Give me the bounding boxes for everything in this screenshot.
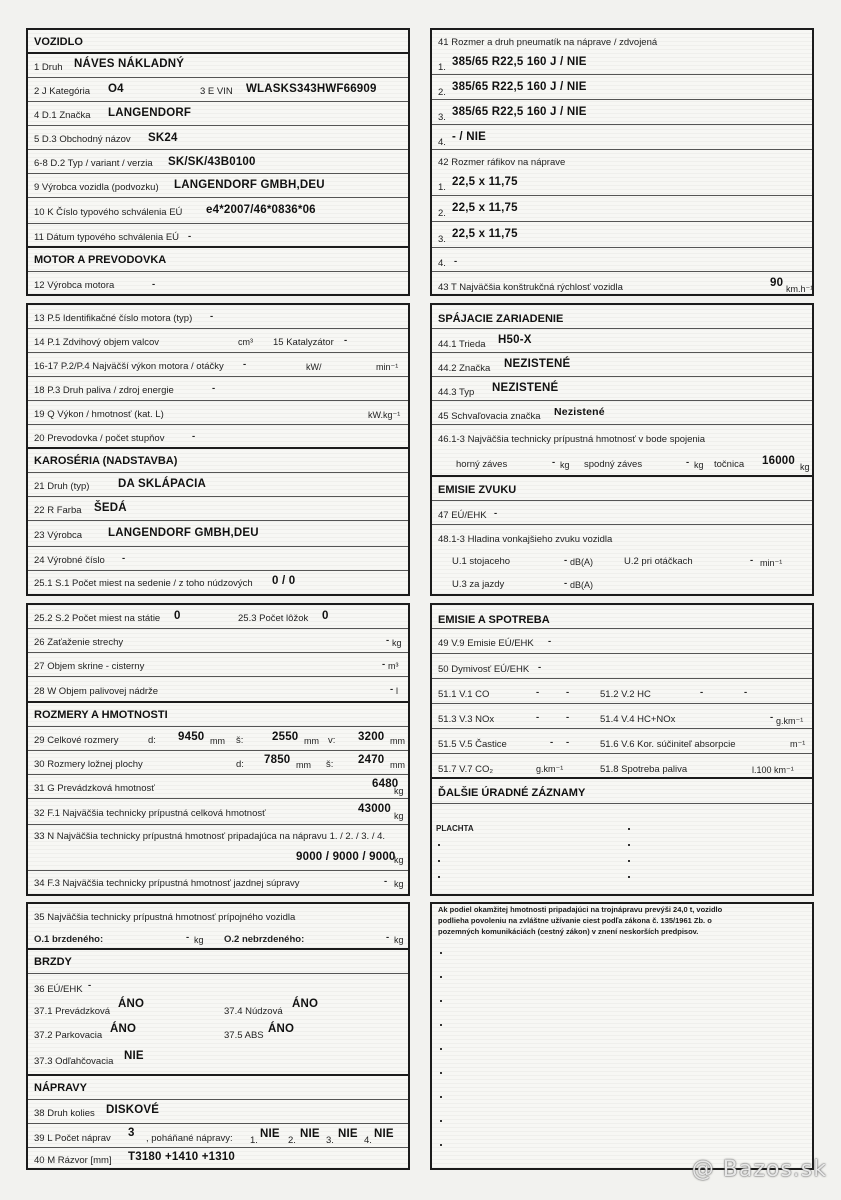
row-objem-valcov: 14 P.1 Zdvihový objem valcov cm³ 15 Katalyzátor - <box>28 329 408 353</box>
zaznamy-content <box>432 803 812 895</box>
row-vyrobne-cislo: 24 Výrobné číslo - <box>28 547 408 571</box>
row-datum-schvalenia: 11 Dátum typového schválenia EÚ - <box>28 224 408 248</box>
panel-brzdy <box>26 902 410 1170</box>
row-druh-kolies: 38 Druh kolies DISKOVÉ <box>28 1100 408 1124</box>
section-header-motor: MOTOR A PREVODOVKA <box>28 248 408 272</box>
row-dymivost: 50 Dymivosť EÚ/EHK - <box>432 654 812 679</box>
row-co-hc: 51.1 V.1 CO - - 51.2 V.2 HC - - <box>432 679 812 704</box>
row-zavesy: horný záves - kg spodný záves - kg točnica 16000 kg <box>432 445 812 477</box>
row-rafiky-header: 42 Rozmer ráfikov na náprave <box>438 157 566 168</box>
row-typ-spaj: 44.3 Typ NEZISTENÉ <box>432 377 812 401</box>
section-header-rozmery: ROZMERY A HMOTNOSTI <box>28 703 408 727</box>
row-rafik-2: 2. 22,5 x 11,75 <box>432 196 812 222</box>
row-celkove-rozmery: 29 Celkové rozmery d: 9450 mm š: 2550 mm v: 3200 mm <box>28 727 408 751</box>
row-castice: 51.5 V.5 Častice - - 51.6 V.6 Kor. súčiniteľ absorpcie m⁻¹ <box>432 729 812 754</box>
row-vykon: 16-17 P.2/P.4 Najväčší výkon motora / otáčky - kW/ min⁻¹ <box>28 353 408 377</box>
row-brzdene: O.1 brzdeného: - kg O.2 nebrzdeného: - kg <box>28 926 408 950</box>
row-vyrobca: 9 Výrobca vozidla (podvozku) LANGENDORF GMBH,DEU <box>28 174 408 198</box>
row-obchodny-nazov: 5 D.3 Obchodný názov SK24 <box>28 126 408 150</box>
panel-poznamka <box>430 902 814 1170</box>
row-eu-ehk-brzdy: 36 EÚ/EHK - <box>34 980 92 995</box>
row-rafik-3: 3. 22,5 x 11,75 <box>432 222 812 248</box>
bazos-watermark: @ Bazos.sk <box>691 1157 827 1182</box>
panel-emisie-spotreba <box>430 603 814 896</box>
section-header-brzdy: BRZDY <box>28 950 408 974</box>
section-header-emisie: EMISIE A SPOTREBA <box>432 605 812 629</box>
row-druh-karoserie: 21 Druh (typ) DA SKLÁPACIA <box>28 473 408 497</box>
row-pneu-3: 3. 385/65 R22,5 160 J / NIE <box>432 100 812 125</box>
value-druh: NÁVES NÁKLADNÝ <box>74 58 185 70</box>
row-pneu-1: 1. 385/65 R22,5 160 J / NIE <box>432 50 812 75</box>
row-rafik-4: 4. - <box>432 248 812 272</box>
section-header-spajacie: SPÁJACIE ZARIADENIE <box>432 305 812 329</box>
row-hmotnost-pripojneho: 35 Najväčšia technicky prípustná hmotnosť prípojného vozidla <box>34 912 296 923</box>
row-typove-schvalenie: 10 K Číslo typového schválenia EÚ e4*2007/46*0836*06 <box>28 198 408 224</box>
panel-pneumatiky <box>430 28 814 296</box>
row-id-motora: 13 P.5 Identifikačné číslo motora (typ) - <box>28 305 408 329</box>
row-prevadzkova-hmotnost: 31 G Prevádzková hmotnosť 6480 kg <box>28 775 408 799</box>
row-co2-spotreba: 51.7 V.7 CO₂ g.km⁻¹ 51.8 Spotreba paliva l.100 km⁻¹ <box>432 754 812 779</box>
row-pocet-miest-sedenie: 25.1 S.1 Počet miest na sedenie / z toho núdzových 0 / 0 <box>34 575 296 589</box>
row-druh: 1 Druh NÁVES NÁKLADNÝ <box>28 54 408 78</box>
row-za-jazdy: U.3 za jazdy - dB(A) <box>452 578 594 590</box>
row-znacka: 4 D.1 Značka LANGENDORF <box>28 102 408 126</box>
zaznam-plachta: PLACHTA <box>436 824 474 833</box>
row-eu-ehk-zvuk: 47 EÚ/EHK - <box>432 501 812 525</box>
row-pocet-naprav: 39 L Počet náprav 3 , poháňané nápravy: 1. NIE 2. NIE 3. NIE 4. NIE <box>28 1124 408 1148</box>
row-hladina-zvuku: 48.1-3 Hladina vonkajšieho zvuku vozidla <box>438 534 613 545</box>
row-vykon-hmotnost: 19 Q Výkon / hmotnosť (kat. L) kW.kg⁻¹ <box>28 401 408 425</box>
panel-motor-karoseria <box>26 303 410 596</box>
row-objem-nadrze: 28 W Objem palivovej nádrže - l <box>28 677 408 703</box>
row-rafik-1: 1. 22,5 x 11,75 <box>432 170 812 196</box>
row-brzda-prevadzkova: 37.1 Prevádzková ÁNO 37.4 Núdzová ÁNO <box>34 998 319 1017</box>
value-kategoria: O4 <box>108 83 124 95</box>
row-stojaceho: U.1 stojaceho - dB(A) U.2 pri otáčkach - min⁻¹ <box>452 555 783 568</box>
section-header-zvuk: EMISIE ZVUKU <box>432 477 812 501</box>
row-razvor: 40 M Rázvor [mm] T3180 +1410 +1310 <box>34 1151 235 1166</box>
row-zatazenie-strechy: 26 Zaťaženie strechy - kg <box>28 629 408 653</box>
row-palivo: 18 P.3 Druh paliva / zdroj energie - <box>28 377 408 401</box>
row-typ: 6-8 D.2 Typ / variant / verzia SK/SK/43B0100 <box>28 150 408 174</box>
poznamka-text: Ak podiel okamžitej hmotnosti pripadajúci na trojnápravu prevýši 24,0 t, vozidlo podlieha povoleniu na zvláštne užívanie ciest podľa zákona č. 135/1961 Zb. o pozemných komunikáciách (cestný zákon) v znení neskorších predpisov. <box>438 905 723 936</box>
row-hmotnost-naprava: 33 N Najväčšia technicky prípustná hmotnosť pripadajúca na nápravu 1. / 2. / 3. / 4. 9000 / 9000 / 9000 kg <box>28 825 408 871</box>
section-header-karoseria: KAROSÉRIA (NADSTAVBA) <box>28 449 408 473</box>
row-lozna-plocha: 30 Rozmery ložnej plochy d: 7850 mm š: 2470 mm <box>28 751 408 775</box>
panel-rozmery <box>26 603 410 896</box>
row-celkova-hmotnost: 32 F.1 Najväčšia technicky prípustná celková hmotnosť 43000 kg <box>28 799 408 825</box>
row-max-rychlost: 43 T Najväčšia konštrukčná rýchlosť vozidla 90 km.h⁻¹ <box>438 277 814 294</box>
row-pneu-4: 4. - / NIE <box>432 125 812 150</box>
row-brzda-parkovacia: 37.2 Parkovacia ÁNO 37.5 ABS ÁNO <box>34 1023 295 1041</box>
section-header-napravy: NÁPRAVY <box>28 1076 408 1100</box>
section-header-vozidlo <box>28 30 408 54</box>
section-title: VOZIDLO <box>34 36 83 48</box>
value-vin: WLASKS343HWF66909 <box>246 83 377 95</box>
row-nox-hcnox: 51.3 V.3 NOx - - 51.4 V.4 HC+NOx - g.km⁻¹ <box>432 704 812 729</box>
row-pneu-2: 2. 385/65 R22,5 160 J / NIE <box>432 75 812 100</box>
row-hmotnost-supravy: 34 F.3 Najväčšia technicky prípustná hmotnosť jazdnej súpravy - kg <box>34 876 404 889</box>
row-trieda: 44.1 Trieda H50-X <box>432 329 812 353</box>
row-farba: 22 R Farba ŠEDÁ <box>28 497 408 521</box>
row-znacka-spaj: 44.2 Značka NEZISTENÉ <box>432 353 812 377</box>
row-kategoria: 2 J Kategória O4 3 E VIN WLASKS343HWF66909 <box>28 78 408 102</box>
row-brzda-odlahcovacia: 37.3 Odľahčovacia NIE <box>28 1044 408 1076</box>
value-znacka: LANGENDORF <box>108 107 192 119</box>
row-hmotnost-bod-spojenia: 46.1-3 Najväčšia technicky prípustná hmotnosť v bode spojenia <box>438 434 706 445</box>
section-header-zaznamy: ĎALŠIE ÚRADNÉ ZÁZNAMY <box>438 787 586 799</box>
panel-spajacie <box>430 303 814 596</box>
row-vyrobca-motora: 12 Výrobca motora - <box>34 279 156 291</box>
row-vyrobca-karoserie: 23 Výrobca LANGENDORF GMBH,DEU <box>28 521 408 547</box>
row-objem-skrine: 27 Objem skrine - cisterny - m³ <box>28 653 408 677</box>
panel-vozidlo <box>26 28 410 296</box>
row-miesta-statie: 25.2 S.2 Počet miest na státie 0 25.3 Počet lôžok 0 <box>28 605 408 629</box>
row-prevodovka: 20 Prevodovka / počet stupňov - <box>28 425 408 449</box>
row-schvalovacia-znacka: 45 Schvaľovacia značka Nezistené <box>432 401 812 425</box>
row-rozmer-pneu-header: 41 Rozmer a druh pneumatík na náprave / zdvojená <box>438 37 658 48</box>
row-emisie-euehk: 49 V.9 Emisie EÚ/EHK - <box>432 629 812 654</box>
